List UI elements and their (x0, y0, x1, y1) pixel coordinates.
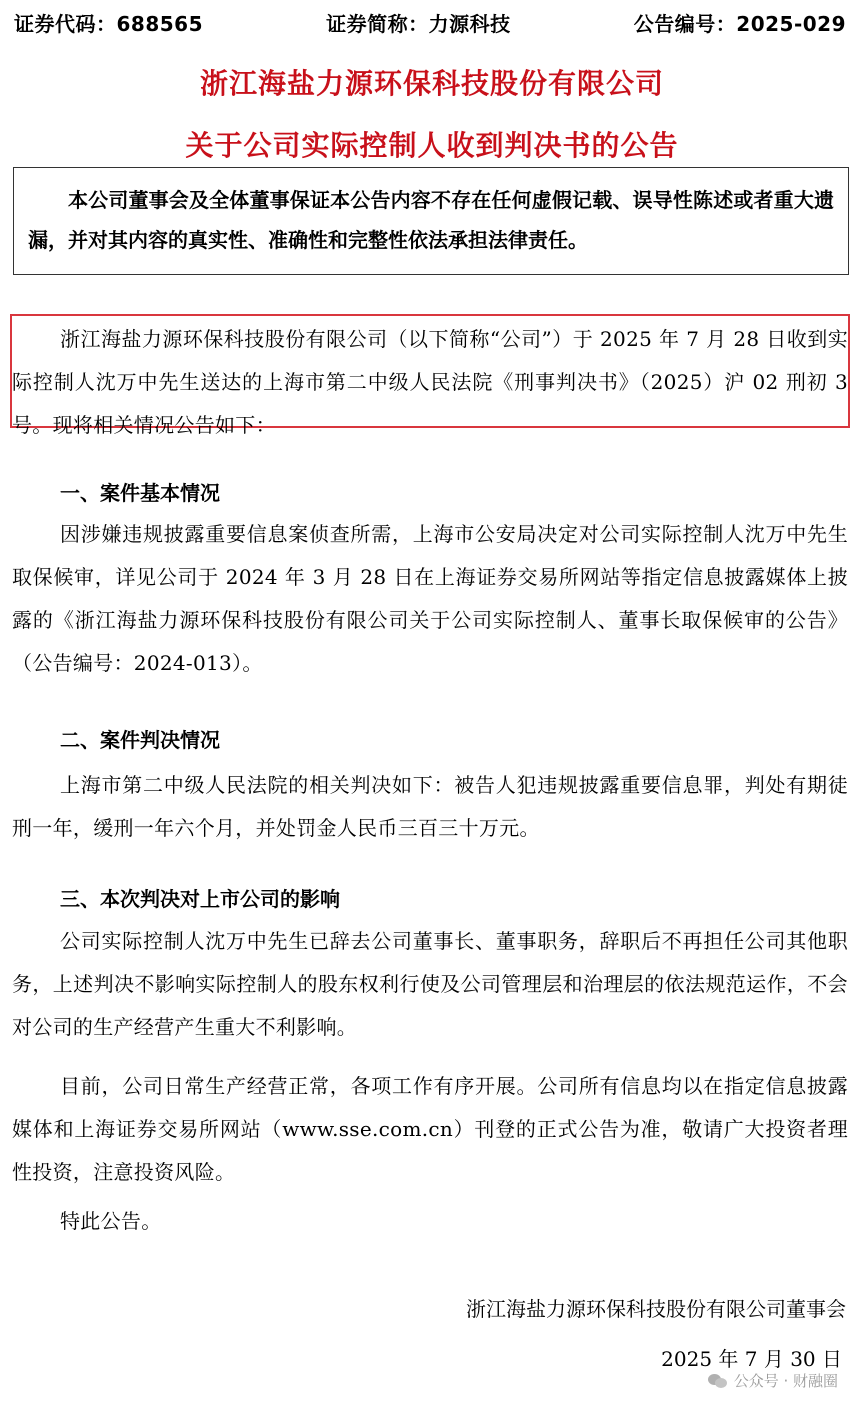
section-heading-2: 二、案件判决情况 (60, 728, 220, 752)
signature-date: 2025 年 7 月 30 日 (661, 1347, 842, 1371)
closing-line: 特此公告。 (60, 1209, 162, 1233)
watermark (708, 1370, 838, 1391)
document-title-subject: 关于公司实际控制人收到判决书的公告 (185, 129, 679, 162)
watermark-text: 公众号 · 财融圈 (733, 1372, 838, 1390)
section-3-paragraph-1: 公司实际控制人沈万中先生已辞去公司董事长、董事职务，辞职后不再担任公司其他职务，上述判决不影响实际控制人的股东权利行使及公司管理层和治理层的依法规范运作，不会对公司的生产经营产生重大不利影响。 (12, 929, 848, 1039)
document-title-company: 浙江海盐力源环保科技股份有限公司 (199, 67, 664, 100)
notice-number: 公告编号：2025-029 (633, 11, 846, 36)
board-statement-box: 本公司董事会及全体董事保证本公告内容不存在任何虚假记载、误导性陈述或者重大遗漏，并对其内容的真实性、准确性和完整性依法承担法律责任。 (13, 167, 849, 275)
section-heading-1: 一、案件基本情况 (60, 481, 220, 505)
wechat-icon (708, 1373, 728, 1389)
intro-paragraph: 浙江海盐力源环保科技股份有限公司（以下简称“公司”）于 2025 年 7 月 28 日收到实际控制人沈万中先生送达的上海市第二中级人民法院《刑事判决书》（2025）沪 02 刑初 3 号。现将相关情况公告如下： (12, 327, 848, 437)
signature-org: 浙江海盐力源环保科技股份有限公司董事会 (466, 1297, 846, 1321)
section-heading-3: 三、本次判决对上市公司的影响 (60, 887, 340, 911)
section-1-paragraph: 因涉嫌违规披露重要信息案侦查所需，上海市公安局决定对公司实际控制人沈万中先生取保候审，详见公司于 2024 年 3 月 28 日在上海证券交易所网站等指定信息披露媒体上披露的《浙江海盐力源环保科技股份有限公司关于公司实际控制人、董事长取保候审的公告》（公告编号：2024-013）。 (12, 522, 848, 675)
document-header (14, 6, 846, 38)
stock-code: 证券代码：688565 (14, 11, 203, 36)
section-2-paragraph: 上海市第二中级人民法院的相关判决如下：被告人犯违规披露重要信息罪，判处有期徒刑一年，缓刑一年六个月，并处罚金人民币三百三十万元。 (12, 773, 848, 840)
section-3-paragraph-2: 目前，公司日常生产经营正常，各项工作有序开展。公司所有信息均以在指定信息披露媒体和上海证券交易所网站（www.sse.com.cn）刊登的正式公告为准，敬请广大投资者理性投资，注意投资风险。 (12, 1074, 848, 1184)
stock-short-name: 证券简称：力源科技 (326, 11, 511, 36)
